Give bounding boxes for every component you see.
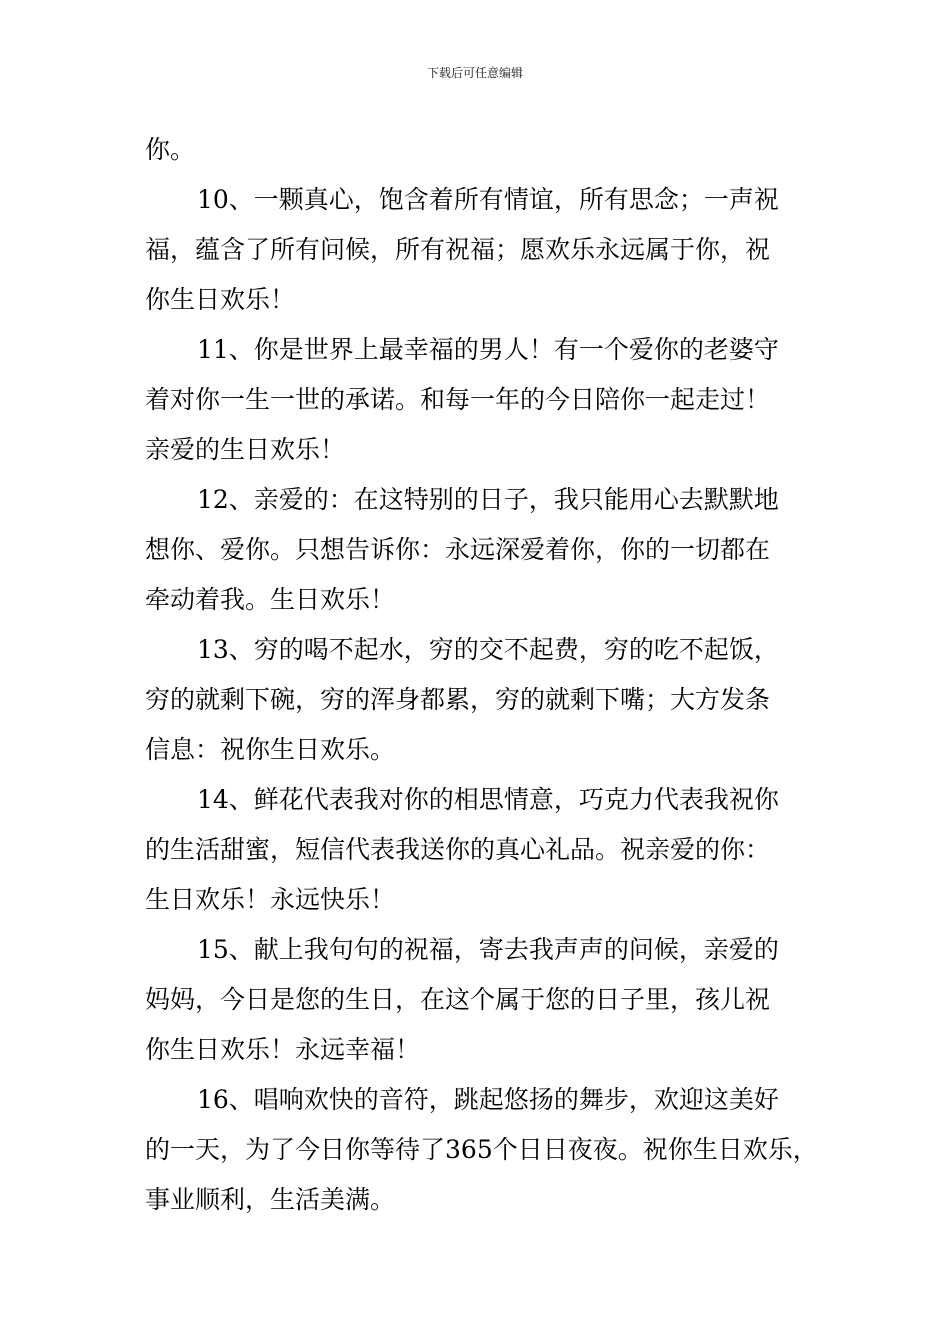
text-line: 牵动着我。生日欢乐！ (145, 585, 396, 614)
paragraph-first-line: 11、你是世界上最幸福的男人！有一个爱你的老婆守 (197, 335, 779, 364)
page-header: 下载后可任意编辑 (426, 66, 523, 80)
text-line: 的一天，为了今日你等待了365个日日夜夜。祝你生日欢乐， (145, 1135, 818, 1164)
text-line: 事业顺利，生活美满。 (145, 1185, 396, 1214)
text-line: 想你、爱你。只想告诉你：永远深爱着你，你的一切都在 (145, 535, 771, 564)
paragraph-first-line: 15、献上我句句的祝福，寄去我声声的问候，亲爱的 (197, 935, 779, 964)
paragraph-first-line: 16、唱响欢快的音符，跳起悠扬的舞步，欢迎这美好 (197, 1085, 779, 1114)
text-line: 你。 (145, 135, 196, 164)
paragraph-first-line: 10、一颗真心，饱含着所有情谊，所有思念；一声祝 (197, 185, 779, 214)
text-line: 福，蕴含了所有问候，所有祝福；愿欢乐永远属于你，祝 (145, 235, 771, 264)
text-line: 亲爱的生日欢乐！ (145, 435, 346, 464)
text-line: 你生日欢乐！ (145, 285, 296, 314)
paragraph-first-line: 14、鲜花代表我对你的相思情意，巧克力代表我祝你 (197, 785, 779, 814)
text-line: 着对你一生一世的承诺。和每一年的今日陪你一起走过！ (145, 385, 771, 414)
text-line: 生日欢乐！永远快乐！ (145, 885, 396, 914)
text-line: 的生活甜蜜，短信代表我送你的真心礼品。祝亲爱的你： (145, 835, 771, 864)
text-line: 信息：祝你生日欢乐。 (145, 735, 396, 764)
text-line: 妈妈，今日是您的生日，在这个属于您的日子里，孩儿祝 (145, 985, 771, 1014)
document-body (145, 125, 818, 1225)
text-line: 你生日欢乐！永远幸福！ (145, 1035, 421, 1064)
paragraph-first-line: 13、穷的喝不起水，穷的交不起费，穷的吃不起饭， (197, 635, 779, 664)
paragraph-first-line: 12、亲爱的：在这特别的日子，我只能用心去默默地 (197, 485, 779, 514)
text-line: 穷的就剩下碗，穷的浑身都累，穷的就剩下嘴；大方发条 (145, 685, 771, 714)
